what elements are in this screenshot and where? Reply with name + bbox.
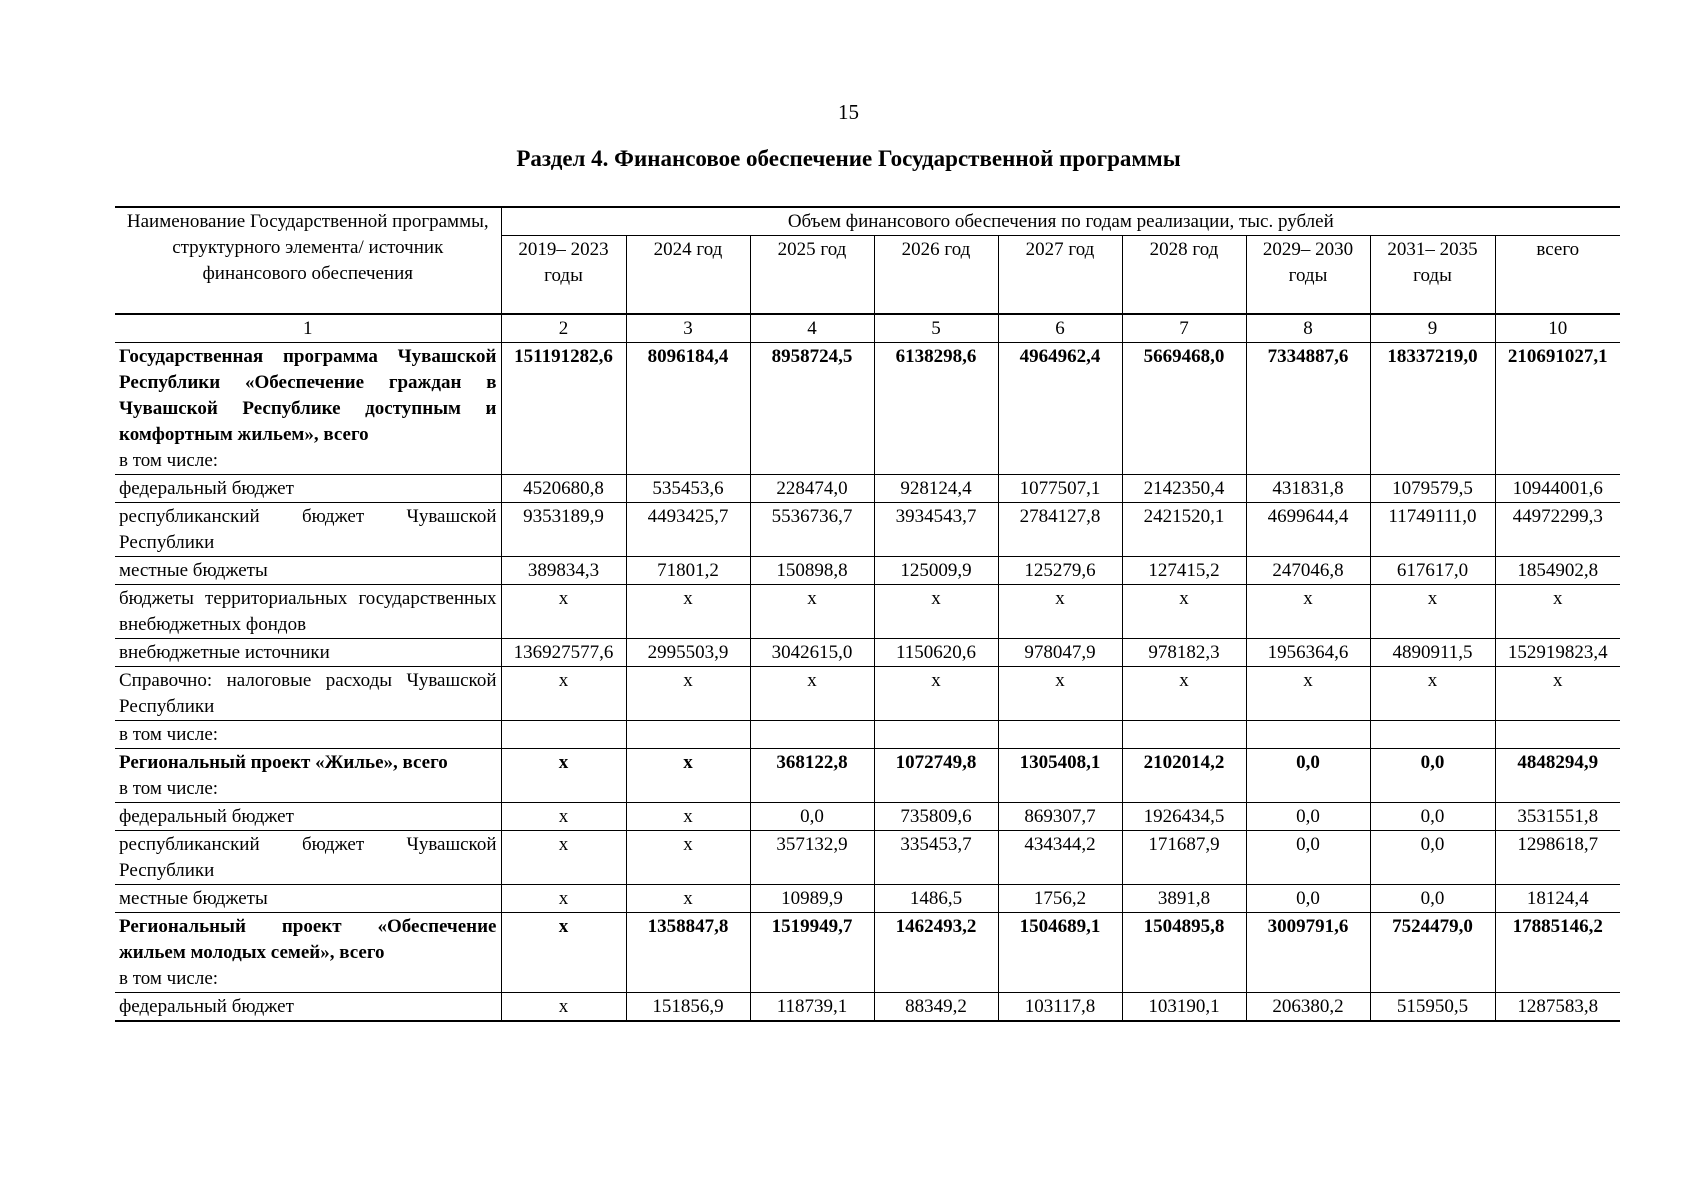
value-cell: x [1370, 667, 1495, 721]
value-cell: 1504895,8 [1122, 913, 1246, 993]
table-row [115, 749, 1620, 803]
value-cell: 4493425,7 [626, 503, 750, 557]
value-cell: 18124,4 [1495, 885, 1620, 913]
value-cell: 0,0 [1246, 831, 1370, 885]
value-cell: 1072749,8 [874, 749, 998, 803]
value-cell: x [1370, 585, 1495, 639]
value-cell: 10989,9 [750, 885, 874, 913]
value-cell: 5669468,0 [1122, 343, 1246, 475]
row-name-cell [115, 503, 501, 557]
value-cell: 44972299,3 [1495, 503, 1620, 557]
value-cell: x [626, 803, 750, 831]
volume-header: Объем финансового обеспечения по годам реализации, тыс. рублей [501, 207, 1620, 236]
table-row [115, 585, 1620, 639]
table-row [115, 913, 1620, 993]
year-header: 2027 год [998, 236, 1122, 315]
row-name-cell [115, 475, 501, 503]
year-header: 2024 год [626, 236, 750, 315]
value-cell: 869307,7 [998, 803, 1122, 831]
value-cell: 210691027,1 [1495, 343, 1620, 475]
table-row [115, 475, 1620, 503]
value-cell: 1079579,5 [1370, 475, 1495, 503]
row-name: Региональный проект «Обеспечение жильем молодых семей», всего [119, 916, 497, 963]
row-name: Справочно: налоговые расходы Чувашской Республики [119, 670, 497, 717]
value-cell: 9353189,9 [501, 503, 626, 557]
value-cell: 4890911,5 [1370, 639, 1495, 667]
value-cell: x [626, 585, 750, 639]
value-cell: 0,0 [1246, 749, 1370, 803]
value-cell: x [1246, 667, 1370, 721]
row-subnote: в том числе: [119, 778, 219, 799]
value-cell: x [1122, 667, 1246, 721]
row-name-cell [115, 585, 501, 639]
value-cell: x [1495, 585, 1620, 639]
value-cell: 88349,2 [874, 993, 998, 1022]
value-cell: 1305408,1 [998, 749, 1122, 803]
value-cell: 928124,4 [874, 475, 998, 503]
value-cell: 127415,2 [1122, 557, 1246, 585]
column-number: 7 [1122, 314, 1246, 343]
page-number: 15 [838, 100, 859, 124]
value-cell: 0,0 [1370, 885, 1495, 913]
year-header: 2029– 2030 годы [1246, 236, 1370, 315]
value-cell: 6138298,6 [874, 343, 998, 475]
value-cell: 7524479,0 [1370, 913, 1495, 993]
value-cell: x [1246, 585, 1370, 639]
value-cell: 4964962,4 [998, 343, 1122, 475]
value-cell: 434344,2 [998, 831, 1122, 885]
value-cell: x [750, 585, 874, 639]
value-cell: 1077507,1 [998, 475, 1122, 503]
year-header: 2026 год [874, 236, 998, 315]
row-name-cell [115, 913, 501, 993]
column-number: 4 [750, 314, 874, 343]
value-cell: 2784127,8 [998, 503, 1122, 557]
row-name: республиканский бюджет Чувашской Республики [119, 506, 497, 553]
value-cell [998, 721, 1122, 749]
value-cell: 118739,1 [750, 993, 874, 1022]
value-cell [1370, 721, 1495, 749]
value-cell: 206380,2 [1246, 993, 1370, 1022]
column-number: 9 [1370, 314, 1495, 343]
row-name-cell [115, 993, 501, 1022]
column-number: 6 [998, 314, 1122, 343]
year-header: 2019– 2023 годы [501, 236, 626, 315]
year-header: всего [1495, 236, 1620, 315]
value-cell: 3891,8 [1122, 885, 1246, 913]
row-name: федеральный бюджет [119, 478, 294, 499]
value-cell: 8096184,4 [626, 343, 750, 475]
row-name: республиканский бюджет Чувашской Республики [119, 834, 497, 881]
value-cell: x [501, 667, 626, 721]
table-row [115, 721, 1620, 749]
value-cell: 1358847,8 [626, 913, 750, 993]
value-cell: 7334887,6 [1246, 343, 1370, 475]
value-cell: 978182,3 [1122, 639, 1246, 667]
row-name-cell [115, 557, 501, 585]
value-cell: 3009791,6 [1246, 913, 1370, 993]
value-cell [501, 721, 626, 749]
value-cell: x [626, 885, 750, 913]
value-cell: 617617,0 [1370, 557, 1495, 585]
row-name: внебюджетные источники [119, 642, 330, 663]
value-cell: 0,0 [1370, 749, 1495, 803]
value-cell: x [626, 667, 750, 721]
value-cell: 4699644,4 [1246, 503, 1370, 557]
financing-table [115, 206, 1620, 1022]
value-cell: 150898,8 [750, 557, 874, 585]
column-number: 3 [626, 314, 750, 343]
name-column-header: Наименование Государственной программы, структурного элемента/ источник финансового обеспечения [115, 207, 501, 314]
value-cell: 1298618,7 [1495, 831, 1620, 885]
year-header: 2031– 2035 годы [1370, 236, 1495, 315]
table-row [115, 831, 1620, 885]
row-name-cell [115, 721, 501, 749]
value-cell: 357132,9 [750, 831, 874, 885]
value-cell: x [501, 585, 626, 639]
table-row [115, 885, 1620, 913]
value-cell: 335453,7 [874, 831, 998, 885]
row-name: местные бюджеты [119, 560, 268, 581]
value-cell: 735809,6 [874, 803, 998, 831]
row-name: Государственная программа Чувашской Республики «Обеспечение граждан в Чувашской Республике доступным и комфортным жильем», всего [119, 346, 497, 445]
value-cell: x [998, 667, 1122, 721]
value-cell: 431831,8 [1246, 475, 1370, 503]
row-name: федеральный бюджет [119, 996, 294, 1017]
table-row [115, 557, 1620, 585]
value-cell: 171687,9 [1122, 831, 1246, 885]
row-name-cell [115, 667, 501, 721]
value-cell: 151191282,6 [501, 343, 626, 475]
value-cell: x [750, 667, 874, 721]
row-name: Региональный проект «Жилье», всего [119, 752, 448, 773]
value-cell: 3934543,7 [874, 503, 998, 557]
value-cell: x [501, 749, 626, 803]
value-cell: 103117,8 [998, 993, 1122, 1022]
value-cell [1495, 721, 1620, 749]
value-cell: 71801,2 [626, 557, 750, 585]
value-cell: 1504689,1 [998, 913, 1122, 993]
value-cell: 1926434,5 [1122, 803, 1246, 831]
column-number: 1 [115, 314, 501, 343]
value-cell: x [501, 885, 626, 913]
value-cell [1246, 721, 1370, 749]
row-name: в том числе: [119, 724, 219, 745]
table-row [115, 803, 1620, 831]
value-cell: 3042615,0 [750, 639, 874, 667]
row-name: бюджеты территориальных государственных внебюджетных фондов [119, 588, 497, 635]
value-cell: 4520680,8 [501, 475, 626, 503]
value-cell: 389834,3 [501, 557, 626, 585]
row-name: федеральный бюджет [119, 806, 294, 827]
row-name-cell [115, 343, 501, 475]
value-cell: 136927577,6 [501, 639, 626, 667]
value-cell: 0,0 [750, 803, 874, 831]
value-cell: 2142350,4 [1122, 475, 1246, 503]
column-number: 2 [501, 314, 626, 343]
value-cell: 1956364,6 [1246, 639, 1370, 667]
value-cell: 4848294,9 [1495, 749, 1620, 803]
row-name: местные бюджеты [119, 888, 268, 909]
value-cell: 18337219,0 [1370, 343, 1495, 475]
table-row [115, 343, 1620, 475]
value-cell: 0,0 [1370, 831, 1495, 885]
column-number: 5 [874, 314, 998, 343]
value-cell: 228474,0 [750, 475, 874, 503]
column-number: 10 [1495, 314, 1620, 343]
value-cell: 3531551,8 [1495, 803, 1620, 831]
value-cell: 125279,6 [998, 557, 1122, 585]
value-cell: 2995503,9 [626, 639, 750, 667]
value-cell: 978047,9 [998, 639, 1122, 667]
row-subnote: в том числе: [119, 968, 219, 989]
value-cell: 0,0 [1246, 803, 1370, 831]
value-cell: 103190,1 [1122, 993, 1246, 1022]
value-cell: 515950,5 [1370, 993, 1495, 1022]
row-name-cell [115, 639, 501, 667]
value-cell: x [998, 585, 1122, 639]
value-cell: 2421520,1 [1122, 503, 1246, 557]
value-cell: 125009,9 [874, 557, 998, 585]
table-row [115, 503, 1620, 557]
value-cell: x [501, 913, 626, 993]
value-cell: 1756,2 [998, 885, 1122, 913]
value-cell: 1519949,7 [750, 913, 874, 993]
value-cell: 1150620,6 [874, 639, 998, 667]
value-cell [750, 721, 874, 749]
value-cell: x [626, 831, 750, 885]
value-cell: 247046,8 [1246, 557, 1370, 585]
value-cell: 1462493,2 [874, 913, 998, 993]
value-cell: 11749111,0 [1370, 503, 1495, 557]
value-cell: x [501, 993, 626, 1022]
value-cell: 0,0 [1246, 885, 1370, 913]
value-cell: 17885146,2 [1495, 913, 1620, 993]
value-cell: 151856,9 [626, 993, 750, 1022]
value-cell: 1486,5 [874, 885, 998, 913]
section-title: Раздел 4. Финансовое обеспечение Государственной программы [516, 146, 1181, 171]
value-cell: x [1495, 667, 1620, 721]
value-cell: 152919823,4 [1495, 639, 1620, 667]
table-row [115, 993, 1620, 1022]
value-cell [626, 721, 750, 749]
value-cell: x [626, 749, 750, 803]
value-cell: 535453,6 [626, 475, 750, 503]
row-name-cell [115, 885, 501, 913]
value-cell: 368122,8 [750, 749, 874, 803]
value-cell: x [501, 831, 626, 885]
value-cell: 8958724,5 [750, 343, 874, 475]
value-cell: x [874, 585, 998, 639]
value-cell: x [874, 667, 998, 721]
table-row [115, 667, 1620, 721]
header-row-1 [115, 207, 1620, 236]
value-cell: 0,0 [1370, 803, 1495, 831]
year-header: 2028 год [1122, 236, 1246, 315]
value-cell [874, 721, 998, 749]
value-cell: x [501, 803, 626, 831]
value-cell: 1854902,8 [1495, 557, 1620, 585]
value-cell: 5536736,7 [750, 503, 874, 557]
value-cell [1122, 721, 1246, 749]
year-header: 2025 год [750, 236, 874, 315]
row-name-cell [115, 749, 501, 803]
value-cell: 1287583,8 [1495, 993, 1620, 1022]
column-number: 8 [1246, 314, 1370, 343]
row-subnote: в том числе: [119, 450, 219, 471]
row-name-cell [115, 803, 501, 831]
table-row [115, 639, 1620, 667]
row-name-cell [115, 831, 501, 885]
column-number-row [115, 314, 1620, 343]
value-cell: 10944001,6 [1495, 475, 1620, 503]
value-cell: 2102014,2 [1122, 749, 1246, 803]
value-cell: x [1122, 585, 1246, 639]
